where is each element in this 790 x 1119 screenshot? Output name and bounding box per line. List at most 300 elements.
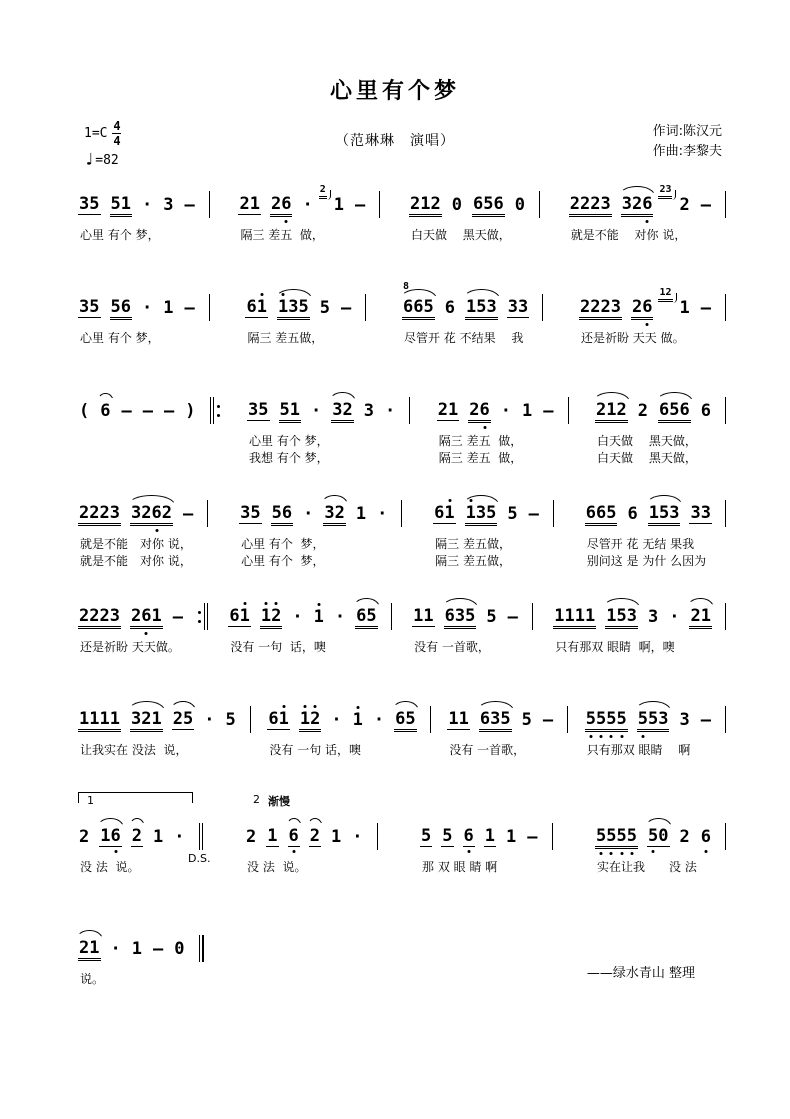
note-digit: — — [184, 298, 195, 318]
beam-group — [228, 608, 251, 627]
song-title: 心里有个梦 — [329, 79, 460, 104]
note-group — [585, 505, 618, 527]
beam-group — [468, 402, 491, 421]
note-digit: 3 — [679, 710, 690, 730]
beam-group — [130, 711, 163, 730]
barline-stroke — [202, 935, 204, 962]
lyric-line: 尽管开 花 不结果 我 — [403, 331, 524, 345]
lyric-line: 隔三 差五 做， — [438, 434, 523, 448]
note-digit: 5 — [442, 826, 453, 846]
note-digit: ) — [185, 401, 196, 421]
note-digit: 2 — [631, 194, 643, 214]
note-group — [141, 300, 153, 321]
note-digit: 1 — [554, 606, 565, 626]
note-digit: 1 — [465, 297, 477, 317]
note-digit: 5 — [183, 709, 194, 729]
note-digit: 1 — [289, 400, 300, 420]
measure — [78, 176, 210, 244]
music-system — [78, 794, 726, 920]
note-digit: 2 — [469, 400, 480, 420]
note-digit: 6 — [288, 826, 299, 846]
beam-group — [595, 402, 628, 421]
note-group — [528, 506, 540, 527]
note-digit: 5 — [258, 400, 269, 420]
note-group — [78, 403, 90, 424]
note-digit: · — [311, 401, 322, 421]
beam-group — [500, 403, 512, 421]
barline-stroke — [725, 500, 726, 527]
note-digit: 3 — [610, 297, 621, 317]
note-digit: 6 — [246, 297, 257, 317]
note-group — [152, 829, 164, 850]
note-group — [637, 403, 649, 424]
beam-group — [152, 941, 164, 959]
note-digit: 5 — [521, 710, 532, 730]
note-group — [637, 711, 670, 733]
beam-group — [484, 828, 496, 847]
note-digit: 2 — [579, 297, 591, 317]
note-digit: 6 — [642, 297, 653, 317]
barline-stroke — [532, 603, 533, 630]
note-digit: 3 — [621, 194, 632, 214]
note-digit: — — [542, 710, 554, 730]
measure — [78, 588, 208, 656]
lyric-line: 只有那双 眼睛 啊，噢 — [555, 640, 675, 654]
barline-stroke — [210, 397, 211, 424]
note-group — [484, 828, 496, 850]
measure — [595, 382, 726, 466]
beam-group — [131, 941, 143, 959]
note-digit: 5 — [626, 826, 637, 846]
note-digit: 6 — [595, 503, 607, 523]
note-digit: 6 — [463, 826, 474, 846]
note-digit: — — [340, 298, 352, 318]
barline — [725, 191, 726, 218]
note-digit: 6 — [151, 503, 162, 523]
note-digit: 5 — [596, 826, 607, 846]
note-digit: 1 — [313, 607, 324, 627]
measure — [437, 382, 569, 466]
barline — [568, 397, 569, 424]
note-digit: 1 — [584, 606, 596, 626]
note-digit: 6 — [444, 606, 455, 626]
note-digit: 1 — [606, 606, 617, 626]
note-digit: · — [303, 504, 314, 524]
note-digit: 5 — [637, 709, 648, 729]
barline-stroke — [725, 191, 726, 218]
beam-group — [78, 196, 101, 215]
beam-group — [679, 300, 691, 318]
barline — [197, 603, 208, 630]
note-digit: 1 — [256, 297, 267, 317]
note-group — [172, 609, 184, 630]
note-digit: 1 — [484, 826, 495, 846]
lyric-line: 就是不能 对你 说， — [570, 228, 687, 242]
note-group — [658, 402, 691, 424]
beam-group — [78, 505, 121, 524]
lyric-line-2: 白天做 黑天做， — [597, 450, 697, 465]
note-group — [700, 712, 712, 733]
barline — [188, 823, 211, 865]
note-digit: 1 — [79, 709, 90, 729]
note-group — [526, 829, 538, 850]
barline-stroke — [725, 397, 726, 424]
barline-stroke — [377, 823, 378, 850]
note-group — [302, 506, 314, 527]
notation-row — [78, 920, 204, 962]
note-digit: 3 — [288, 297, 299, 317]
beam-group — [409, 196, 442, 215]
beam-group — [631, 299, 654, 318]
note-group — [238, 196, 261, 218]
barline-stroke — [207, 500, 208, 527]
note-digit: — — [700, 298, 711, 318]
tempo-marking — [84, 150, 119, 170]
barline — [207, 500, 208, 527]
note-group — [110, 299, 133, 321]
note-digit: 1 — [700, 606, 711, 626]
note-digit: · — [500, 401, 511, 421]
beam-group — [309, 828, 321, 847]
tempo-value: =82 — [95, 152, 119, 168]
note-digit: 3 — [486, 297, 497, 317]
note-digit: 6 — [402, 297, 414, 317]
barline — [539, 191, 540, 218]
measure — [409, 176, 540, 244]
beam-group — [277, 299, 310, 318]
note-group — [479, 711, 512, 733]
measure — [245, 279, 366, 347]
grace-note: 2 — [319, 184, 326, 195]
notation-row — [78, 279, 210, 321]
note-digit: 1 — [120, 194, 131, 214]
barline — [567, 706, 568, 733]
note-digit: 3 — [131, 709, 142, 729]
beam-group — [78, 299, 101, 318]
barline — [379, 191, 380, 218]
notation-row — [78, 176, 210, 218]
time-signature-denominator: 4 — [113, 134, 121, 148]
note-digit: 2 — [239, 194, 250, 214]
note-digit: — — [528, 504, 539, 524]
note-digit: 6 — [585, 503, 596, 523]
note-digit: 2 — [246, 827, 257, 847]
note-digit: 6 — [642, 194, 653, 214]
notation-row — [402, 279, 543, 321]
barline — [553, 500, 554, 527]
beam-group — [184, 403, 196, 421]
notation-row — [420, 808, 553, 850]
beam-group — [172, 609, 184, 627]
note-digit: 6 — [627, 504, 638, 524]
beam-group — [579, 299, 622, 318]
lyric-line: 心里 有个 梦， — [241, 537, 325, 551]
beam-group — [420, 828, 432, 847]
measure — [78, 382, 221, 435]
note-group — [668, 609, 680, 630]
beam-group — [444, 300, 456, 318]
notation-row — [433, 485, 554, 527]
measure — [267, 691, 430, 759]
barline — [250, 706, 251, 733]
note-group — [277, 299, 310, 321]
note-digit: 1 — [679, 298, 690, 318]
note-digit: 1 — [448, 709, 459, 729]
note-group — [173, 829, 185, 850]
beam-group — [266, 828, 278, 847]
notation-row — [245, 279, 366, 321]
note-group — [678, 712, 690, 733]
barline-stroke — [568, 397, 569, 424]
note-group — [239, 505, 262, 527]
ending-bracket — [78, 792, 193, 807]
measure — [78, 691, 251, 759]
note-group — [162, 300, 174, 321]
note-group — [447, 711, 470, 733]
note-digit: 1 — [448, 400, 459, 420]
barline — [725, 294, 726, 321]
note-digit: 2 — [637, 401, 648, 421]
note-digit: 5 — [595, 709, 607, 729]
note-group — [569, 196, 612, 218]
lyric-line: 没有 一句 话，噢 — [269, 743, 362, 757]
note-digit: — — [543, 401, 554, 421]
note-group — [266, 828, 278, 850]
measure — [78, 485, 208, 569]
beam-group — [355, 506, 367, 524]
note-digit: 6 — [229, 606, 240, 626]
measure — [247, 382, 410, 466]
note-digit: 2 — [631, 297, 643, 317]
measure — [579, 279, 726, 347]
beam-group — [162, 197, 174, 215]
note-digit: — — [700, 195, 711, 215]
note-digit: — — [142, 401, 153, 421]
note-digit: 1 — [413, 606, 424, 626]
beam-group — [331, 402, 354, 421]
note-digit: 3 — [79, 297, 90, 317]
note-group — [184, 300, 196, 321]
repeat-dots — [217, 405, 220, 417]
note-group — [247, 402, 270, 424]
beam-group — [626, 506, 638, 524]
beam-group — [585, 505, 618, 524]
beam-group — [333, 197, 345, 215]
beam-group — [291, 609, 303, 627]
note-group — [141, 197, 153, 218]
note-digit: 2 — [342, 400, 353, 420]
note-digit: 2 — [141, 503, 152, 523]
beam-group — [78, 608, 121, 627]
note-digit: 1 — [299, 709, 311, 729]
note-digit: 2 — [99, 503, 110, 523]
note-group — [542, 712, 554, 733]
note-digit: 1 — [131, 939, 142, 959]
notation-row — [228, 588, 391, 630]
barline-stroke — [209, 191, 210, 218]
beam-group — [130, 505, 173, 524]
note-group — [437, 402, 460, 424]
note-digit: 1 — [458, 709, 469, 729]
beam-group — [78, 711, 121, 730]
note-digit: 5 — [271, 503, 282, 523]
performer-line: （范琳琳 演唱） — [335, 133, 455, 149]
composer-credit: 作曲:李黎夫 — [652, 144, 722, 160]
beam-group — [506, 506, 518, 524]
note-group — [351, 829, 363, 850]
note-digit: · — [142, 298, 153, 318]
note-digit: 1 — [574, 606, 585, 626]
lyric-line: 还是祈盼 天天做。 — [80, 640, 180, 654]
note-digit: · — [373, 710, 385, 730]
note-group — [78, 299, 101, 321]
beam-group — [313, 609, 325, 627]
note-digit: 6 — [434, 503, 445, 523]
beam-group — [110, 941, 122, 959]
barline-stroke — [202, 823, 203, 850]
note-digit: 3 — [669, 503, 680, 523]
barline — [401, 500, 402, 527]
note-group — [521, 403, 533, 424]
barline-stroke — [213, 397, 214, 424]
note-group — [355, 608, 378, 630]
note-group — [465, 505, 498, 527]
notation-row — [447, 691, 568, 733]
lyric-line: 没有 一首歌， — [414, 640, 490, 654]
note-group — [78, 196, 101, 218]
music-system — [78, 588, 726, 691]
note-group — [465, 299, 498, 321]
measure — [585, 485, 726, 569]
beam-group — [355, 608, 378, 627]
note-digit: 1 — [564, 606, 575, 626]
beam-group — [402, 299, 435, 318]
note-digit: 5 — [647, 709, 659, 729]
note-group — [131, 941, 143, 962]
note-digit: 6 — [413, 297, 424, 317]
beam-group — [505, 829, 517, 847]
beam-group — [319, 300, 331, 318]
beam-group — [330, 829, 342, 847]
note-digit: ( — [79, 401, 90, 421]
notation-row — [238, 176, 380, 218]
lyricist-credit: 作词:陈汉元 — [652, 124, 722, 139]
note-group — [131, 828, 143, 850]
measure — [595, 808, 726, 876]
beam-group — [373, 712, 385, 730]
beam-group — [444, 608, 477, 627]
note-digit: 5 — [606, 826, 617, 846]
note-group — [394, 711, 417, 733]
beam-group — [553, 608, 596, 627]
note-digit: 0 — [451, 195, 462, 215]
note-group — [162, 197, 174, 218]
note-group — [384, 403, 396, 424]
score — [78, 176, 726, 1023]
note-digit: 5 — [585, 709, 596, 729]
note-digit: 2 — [172, 709, 183, 729]
barline-stroke — [552, 823, 553, 850]
arranger-credit: ——绿水青山 整理 — [586, 966, 695, 981]
note-digit: 5 — [110, 297, 121, 317]
measure — [433, 485, 554, 569]
beam-group — [528, 506, 540, 524]
note-group — [700, 829, 712, 850]
beam-group — [441, 828, 453, 847]
repeat-dot — [198, 611, 201, 614]
beam-group — [173, 829, 185, 847]
measure — [412, 588, 533, 656]
note-group — [507, 299, 530, 321]
note-digit: 1 — [522, 401, 533, 421]
notation-row — [595, 808, 726, 850]
barline — [377, 823, 378, 850]
lyric-line: 隔三 差五 做， — [240, 228, 324, 242]
note-digit: 5 — [507, 504, 518, 524]
ending-bracket — [245, 792, 368, 806]
note-group — [679, 300, 691, 321]
note-digit: 6 — [110, 826, 121, 846]
note-group — [228, 608, 251, 630]
note-group — [319, 300, 331, 321]
beam-group — [267, 711, 290, 730]
note-digit: 6 — [120, 297, 131, 317]
barline-stroke — [204, 603, 205, 630]
note-group — [444, 608, 477, 630]
barline — [391, 603, 392, 630]
note-digit: 1 — [100, 826, 111, 846]
note-digit: 6 — [479, 400, 490, 420]
beam-group — [679, 829, 691, 847]
note-group — [621, 196, 654, 218]
note-group — [310, 403, 322, 424]
lyric-line: 让我实在 没法 说， — [80, 743, 188, 757]
beam-group — [394, 711, 417, 730]
barline — [725, 706, 726, 733]
beam-group — [301, 197, 313, 215]
note-group — [323, 505, 346, 527]
beam-group — [658, 402, 691, 421]
note-digit: 5 — [616, 826, 627, 846]
note-digit: 2 — [596, 400, 607, 420]
note-digit: 2 — [310, 709, 321, 729]
note-group — [340, 300, 352, 321]
note-group — [679, 829, 691, 850]
note-digit: · — [174, 827, 185, 847]
note-group — [468, 402, 491, 424]
lyric-line: 心里 有个 梦， — [80, 331, 160, 345]
note-digit: 1 — [163, 298, 174, 318]
note-digit: 2 — [569, 194, 580, 214]
barline-stroke — [553, 500, 554, 527]
note-digit: 5 — [476, 297, 487, 317]
note-digit: 2 — [579, 194, 591, 214]
beam-group — [668, 609, 680, 627]
barline-stroke — [725, 603, 726, 630]
repeat-dot — [198, 620, 201, 623]
note-digit: 5 — [405, 709, 416, 729]
note-digit: 2 — [89, 503, 100, 523]
note-group — [412, 608, 435, 630]
barline-stroke — [209, 294, 210, 321]
note-digit: 3 — [507, 297, 518, 317]
note-group — [288, 828, 300, 850]
notation-row — [595, 382, 726, 424]
lyric-line-2: 隔三 差五做， — [435, 553, 511, 568]
beam-group — [245, 299, 268, 318]
note-group — [291, 609, 303, 630]
note-digit: 1 — [506, 827, 517, 847]
